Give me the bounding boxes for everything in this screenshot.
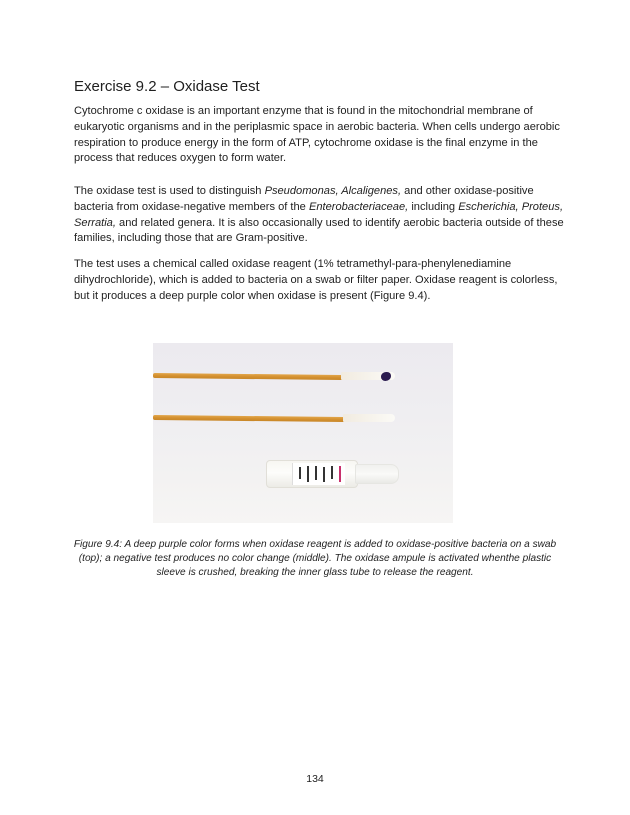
ampule-label [292,463,345,485]
negative-swab-tip [343,414,395,422]
negative-swab-stick [153,415,345,422]
figure-caption: Figure 9.4: A deep purple color forms when oxidase reagent is added to oxidase-positive bacteria on a swab (top); a negative test produces no color change (middle). The oxidase ampule is activated whenthe plastic sleeve is crushed, breaking the inner glass tube to release the reagent. [73,539,557,579]
page-number: 134 [306,773,324,785]
positive-swab-stick [153,373,343,380]
italic-term: Escherichia, Proteus, Serratia, [74,200,564,229]
oxidase-test-photo [153,343,453,523]
text-run: and other oxidase-positive bacteria from oxidase-negative members of the [74,185,534,213]
paragraph-intro [74,104,564,167]
ampule-sleeve-tip [355,464,399,484]
exercise-title: Exercise 9.2 – Oxidase Test [74,78,260,95]
oxidase-ampule [266,460,358,488]
text-run: The test uses a chemical called oxidase reagent (1% tetramethyl-para-phenylenediamine dihydrochloride), which is added to bacteria on a swab or filter paper. Oxidase reagent is colorless, but it produces a deep purple color when oxidase is present (Figure 9.4). [74,258,558,302]
paragraph-reagent [74,257,564,304]
italic-term: Pseudomonas, Alcaligenes, [264,185,402,197]
text-run: Cytochrome c oxidase is an important enzyme that is found in the mitochondrial membrane of eukaryotic organisms and in the periplasmic space in aerobic bacteria. When cells undergo aerobic respiration to produce energy in the form of ATP, cytochrome oxidase is the final enzyme in the process that reduces oxygen to form water. [74,105,560,165]
italic-term: Enterobacteriaceae, [308,200,409,213]
text-run: The oxidase test is used to distinguish [74,185,265,197]
text-run: including [408,200,459,213]
text-run: and related genera. It is also occasionally used to identify aerobic bacteria outside of these families, including those that are Gram-positive. [74,216,564,245]
paragraph-usage [74,184,564,247]
